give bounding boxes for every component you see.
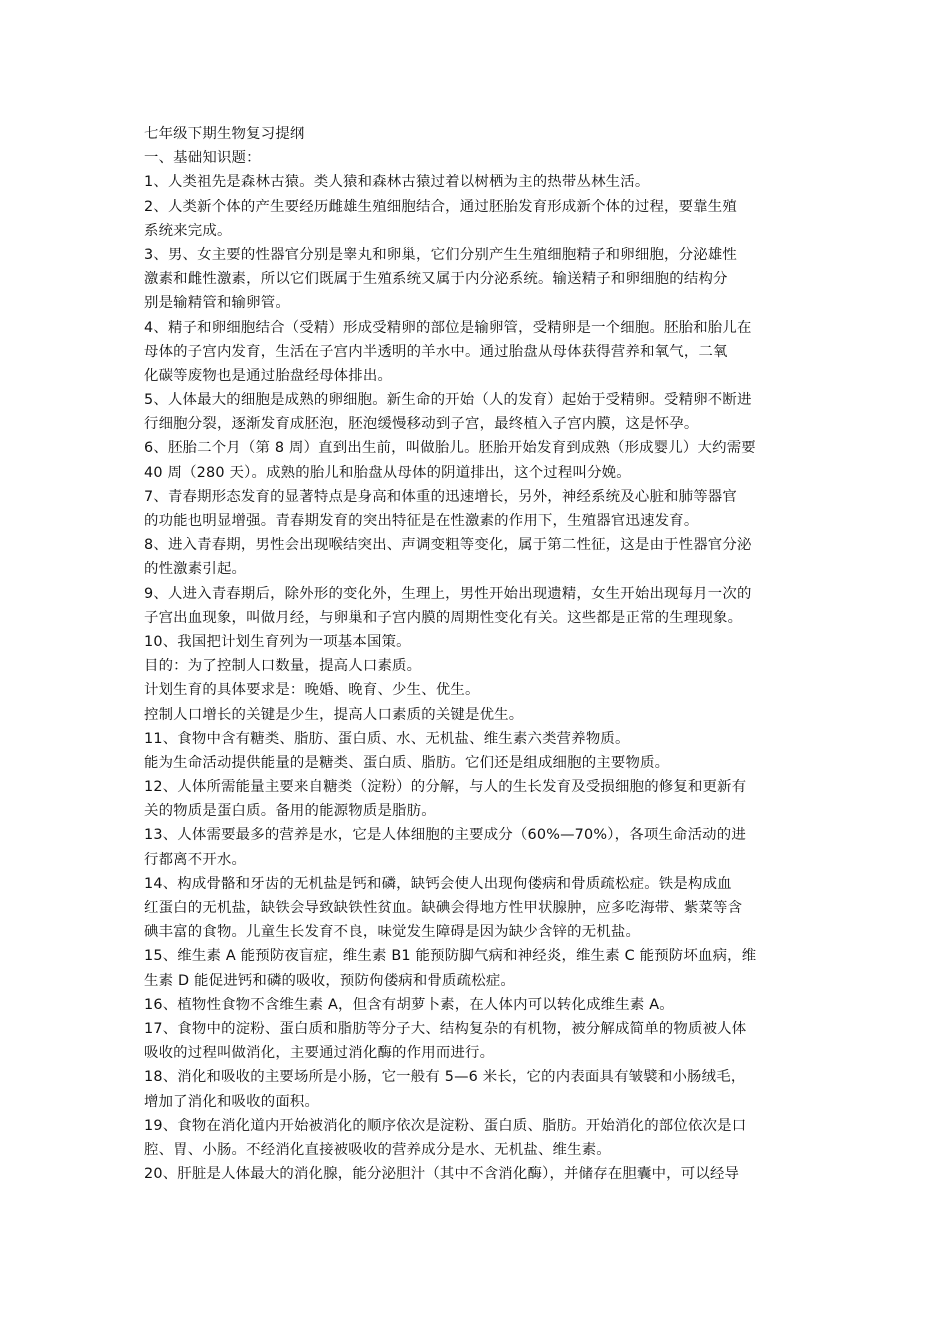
text-line: 行细胞分裂，逐渐发育成胚泡，胚泡缓慢移动到子宫，最终植入子宫内膜，这是怀孕。: [144, 416, 699, 433]
text-line: 行都离不开水。: [144, 851, 247, 868]
text-line: 子宫出血现象，叫做月经，与卵巢和子宫内膜的周期性变化有关。这些都是正常的生理现象。: [144, 609, 743, 626]
text-line: 吸收的过程叫做消化，主要通过消化酶的作用而进行。: [144, 1045, 495, 1062]
text-line: 碘丰富的食物。儿童生长发育不良，味觉发生障碍是因为缺少含锌的无机盐。: [144, 924, 641, 941]
text-line: 3、男、女主要的性器官分别是睾丸和卵巢，它们分别产生生殖细胞精子和卵细胞，分泌雄性: [144, 246, 737, 263]
text-line: 12、人体所需能量主要来自糖类（淀粉）的分解，与人的生长发育及受损细胞的修复和更新有: [144, 779, 747, 796]
text-line: 红蛋白的无机盐，缺铁会导致缺铁性贫血。缺碘会得地方性甲状腺肿，应多吃海带、紫菜等含: [144, 900, 743, 916]
text-line: 1、人类祖先是森林古猿。类人猿和森林古猿过着以树栖为主的热带丛林生活。: [144, 174, 650, 191]
text-line: 增加了消化和吸收的面积。: [144, 1093, 320, 1110]
text-line: 的性激素引起。: [144, 561, 247, 578]
text-line: 能为生命活动提供能量的是糖类、蛋白质、脂肪。它们还是组成细胞的主要物质。: [144, 754, 670, 771]
text-line: 9、人进入青春期后，除外形的变化外，生理上，男性开始出现遗精，女生开始出现每月一次的: [144, 585, 752, 602]
text-line: 40 周（280 天）。成熟的胎儿和胎盘从母体的阴道排出，这个过程叫分娩。: [144, 464, 631, 481]
text-line: 目的：为了控制人口数量，提高人口素质。: [144, 658, 422, 675]
text-line: 系统来完成。: [144, 222, 232, 239]
text-line: 10、我国把计划生育列为一项基本国策。: [144, 633, 411, 650]
section-heading: 一、基础知识题：: [144, 150, 261, 167]
text-line: 2、人类新个体的产生要经历雌雄生殖细胞结合，通过胚胎发育形成新个体的过程，要靠生殖: [144, 198, 737, 215]
text-line: 腔、胃、小肠。不经消化直接被吸收的营养成分是水、无机盐、维生素。: [144, 1141, 611, 1158]
text-line: 4、精子和卵细胞结合（受精）形成受精卵的部位是输卵管，受精卵是一个细胞。胚胎和胎儿在: [144, 319, 752, 336]
text-line: 19、食物在消化道内开始被消化的顺序依次是淀粉、蛋白质、脂肪。开始消化的部位依次是口: [144, 1117, 747, 1134]
text-line: 的功能也明显增强。青春期发育的突出特征是在性激素的作用下，生殖器官迅速发育。: [144, 513, 699, 529]
text-line: 11、食物中含有糖类、脂肪、蛋白质、水、无机盐、维生素六类营养物质。: [144, 730, 630, 747]
text-line: 母体的子宫内发育，生活在子宫内半透明的羊水中。通过胎盘从母体获得营养和氧气，二氧: [144, 343, 728, 360]
text-line: 18、消化和吸收的主要场所是小肠，它一般有 5—6 米长，它的内表面具有皱襞和小肠绒毛，: [144, 1069, 746, 1086]
text-line: 20、肝脏是人体最大的消化腺，能分泌胆汁（其中不含消化酶），并储存在胆囊中，可以经导: [144, 1166, 740, 1183]
text-line: 8、进入青春期，男性会出现喉结突出、声调变粗等变化，属于第二性征，这是由于性器官分泌: [144, 537, 752, 554]
text-line: 计划生育的具体要求是：晚婚、晚育、少生、优生。: [144, 682, 480, 699]
text-line: 17、食物中的淀粉、蛋白质和脂肪等分子大、结构复杂的有机物，被分解成简单的物质被人体: [144, 1020, 747, 1037]
text-line: 激素和雌性激素，所以它们既属于生殖系统又属于内分泌系统。输送精子和卵细胞的结构分: [144, 271, 728, 288]
text-line: 13、人体需要最多的营养是水，它是人体细胞的主要成分（60%—70%），各项生命活动的进: [144, 827, 746, 844]
text-line: 15、维生素 A 能预防夜盲症，维生素 B1 能预防脚气病和神经炎，维生素 C 能预防坏血病，维: [144, 948, 757, 965]
text-line: 化碳等废物也是通过胎盘经母体排出。: [144, 367, 393, 384]
text-line: 5、人体最大的细胞是成熟的卵细胞。新生命的开始（人的发育）起始于受精卵。受精卵不断进: [144, 392, 752, 409]
text-line: 16、植物性食物不含维生素 A，但含有胡萝卜素，在人体内可以转化成维生素 A。: [144, 996, 674, 1013]
text-line: 7、青春期形态发育的显著特点是身高和体重的迅速增长，另外，神经系统及心脏和肺等器官: [144, 488, 737, 505]
text-line: 关的物质是蛋白质。备用的能源物质是脂肪。: [144, 803, 436, 820]
document-title: 七年级下期生物复习提纲: [144, 126, 305, 142]
text-line: 控制人口增长的关键是少生，提高人口素质的关键是优生。: [144, 706, 524, 723]
document-body: [144, 122, 812, 1186]
text-line: 生素 D 能促进钙和磷的吸收，预防佝偻病和骨质疏松症。: [144, 972, 516, 989]
text-line: 14、构成骨骼和牙齿的无机盐是钙和磷，缺钙会使人出现佝偻病和骨质疏松症。铁是构成血: [144, 875, 732, 892]
text-line: 6、胚胎二个月（第 8 周）直到出生前，叫做胎儿。胚胎开始发育到成熟（形成婴儿）大约需要: [144, 440, 756, 457]
text-line: 别是输精管和输卵管。: [144, 295, 290, 312]
